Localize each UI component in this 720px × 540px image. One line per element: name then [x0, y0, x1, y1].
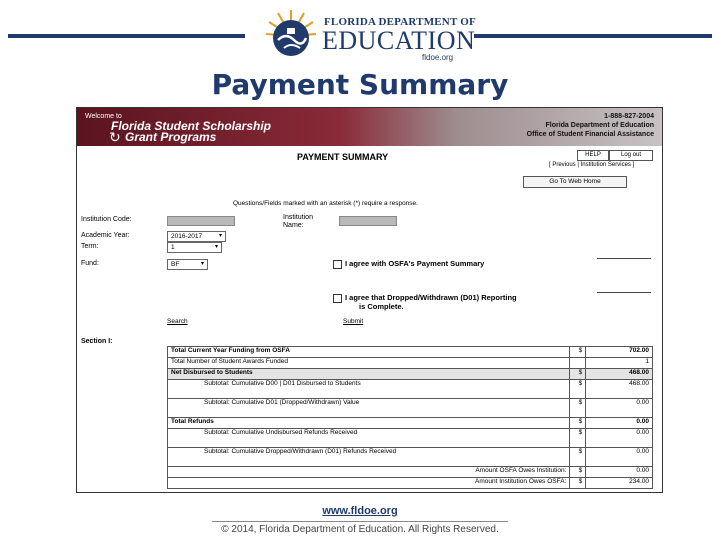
submit-link[interactable]: Submit: [343, 318, 364, 325]
nav-links[interactable]: [ Previous | Institution Services ]: [549, 162, 635, 168]
academic-year-select[interactable]: [167, 231, 226, 242]
logo-url-text: fldoe.org: [422, 53, 454, 62]
row-currency: $: [570, 399, 586, 418]
academic-year-value: 2016-2017: [171, 233, 203, 240]
fund-value: BF: [171, 261, 180, 268]
institution-code-label: Institution Code:: [81, 216, 132, 223]
agree-payment-checkbox[interactable]: [333, 260, 342, 269]
footer-divider: [212, 521, 508, 522]
fund-label: Fund:: [81, 260, 99, 267]
banner-phone: 1-888-827-2004: [604, 113, 654, 120]
row-amount: 234.00: [586, 478, 653, 489]
row-amount: 0.00: [586, 467, 653, 478]
row-label: Amount Institution Owes OSFA:: [168, 478, 570, 489]
row-currency: $: [570, 429, 586, 448]
payment-summary-table: [167, 346, 653, 489]
required-fields-note: Questions/Fields marked with an asterisk (*) require a response.: [233, 200, 418, 207]
sunburst-icon: [262, 6, 320, 62]
table-row: [168, 467, 653, 478]
divider: [597, 258, 651, 259]
term-select[interactable]: [167, 242, 222, 253]
row-amount: 468.00: [586, 369, 653, 380]
fund-select[interactable]: [167, 259, 208, 270]
banner-welcome: Welcome to: [85, 113, 122, 120]
row-currency: $: [570, 369, 586, 380]
table-row: [168, 380, 653, 399]
swoosh-icon: ↻: [109, 129, 121, 145]
table-row: [168, 478, 653, 489]
row-currency: [570, 358, 586, 369]
row-currency: $: [570, 380, 586, 399]
payment-summary-screenshot: [76, 107, 663, 493]
row-amount: 468.00: [586, 380, 653, 399]
row-currency: $: [570, 418, 586, 429]
row-amount: 702.00: [586, 347, 653, 358]
logo-main-text: EDUCATION: [322, 26, 476, 55]
banner-org1: Florida Department of Education: [545, 122, 654, 129]
row-label: Subtotal: Cumulative D00 | D01 Disbursed to Students: [168, 380, 570, 399]
chevron-down-icon: ▾: [218, 233, 222, 239]
row-label: Net Disbursed to Students: [168, 369, 570, 380]
banner-program-line1: Florida Student Scholarship: [111, 119, 272, 133]
institution-code-field[interactable]: [167, 216, 235, 226]
table-row: [168, 358, 653, 369]
table-row: [168, 369, 653, 380]
row-currency: $: [570, 478, 586, 489]
row-label: Subtotal: Cumulative Dropped/Withdrawn (D01) Refunds Received: [168, 448, 570, 467]
term-label: Term:: [81, 243, 99, 250]
banner-program-line2: Grant Programs: [125, 130, 217, 144]
chevron-down-icon: ▾: [214, 244, 218, 250]
help-button[interactable]: HELP: [577, 150, 609, 161]
row-label: Subtotal: Cumulative D01 (Dropped/Withdrawn) Value: [168, 399, 570, 418]
institution-name-label: Institution Name:: [283, 214, 313, 229]
table-row: [168, 429, 653, 448]
fldoe-logo: [262, 6, 476, 62]
table-row: [168, 448, 653, 467]
table-row: [168, 399, 653, 418]
row-currency: $: [570, 347, 586, 358]
slide-title: Payment Summary: [211, 68, 509, 101]
academic-year-label: Academic Year:: [81, 232, 130, 239]
footer-copyright: © 2014, Florida Department of Education. All Rights Reserved.: [221, 524, 499, 535]
row-amount: 0.00: [586, 429, 653, 448]
header-rule-left: [8, 34, 245, 38]
agree-payment-label: I agree with OSFA's Payment Summary: [345, 259, 485, 268]
footer-url-link[interactable]: www.fldoe.org: [322, 505, 398, 517]
header-rule-right: [474, 34, 712, 38]
table-row: [168, 347, 653, 358]
row-label: Subtotal: Cumulative Undisbursed Refunds Received: [168, 429, 570, 448]
row-amount: 0.00: [586, 418, 653, 429]
row-label: Total Refunds: [168, 418, 570, 429]
section-label: Section I:: [81, 338, 113, 345]
divider: [597, 292, 651, 293]
agree-d01-label-line1: I agree that Dropped/Withdrawn (D01) Reporting: [345, 293, 517, 302]
row-label: Total Current Year Funding from OSFA: [168, 347, 570, 358]
row-currency: $: [570, 448, 586, 467]
chevron-down-icon: ▾: [200, 261, 204, 267]
banner-contact: [527, 112, 654, 139]
row-amount: 1: [586, 358, 653, 369]
search-link[interactable]: Search: [167, 318, 188, 325]
row-amount: 0.00: [586, 448, 653, 467]
institution-name-field[interactable]: [339, 216, 397, 226]
term-value: 1: [171, 244, 175, 251]
payment-summary-heading: PAYMENT SUMMARY: [297, 152, 389, 162]
agree-d01-label-line2: is Complete.: [359, 302, 404, 311]
row-amount: 0.00: [586, 399, 653, 418]
goto-web-home-button[interactable]: Go To Web Home: [523, 176, 627, 188]
table-row: [168, 418, 653, 429]
agree-d01-checkbox[interactable]: [333, 294, 342, 303]
program-banner: [77, 108, 662, 146]
row-currency: $: [570, 467, 586, 478]
logo-top-text: FLORIDA DEPARTMENT OF: [324, 16, 476, 28]
logout-button[interactable]: Log out: [609, 150, 653, 161]
row-label: Total Number of Student Awards Funded: [168, 358, 570, 369]
row-label: Amount OSFA Owes Institution:: [168, 467, 570, 478]
banner-org2: Office of Student Financial Assistance: [526, 131, 654, 138]
